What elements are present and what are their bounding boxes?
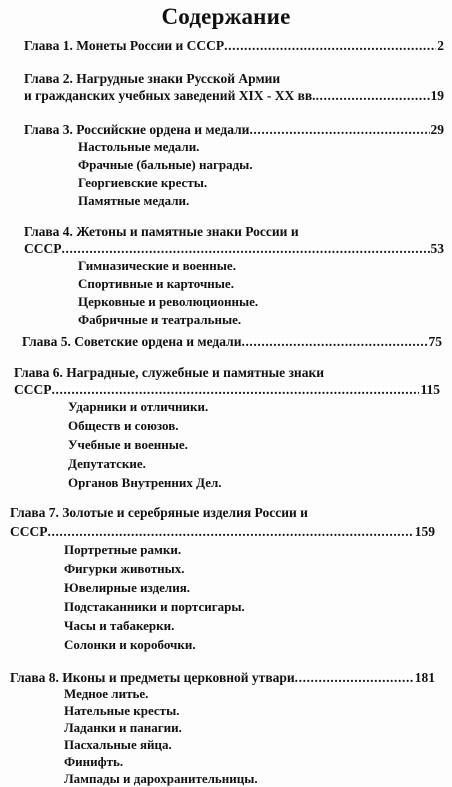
subsection-item: Депутатские.: [68, 456, 146, 471]
dot-leader: [224, 38, 436, 54]
subsection-item: Георгиевские кресты.: [78, 175, 208, 190]
subsection-item: Портретные рамки.: [64, 542, 182, 557]
chapter-title: Глава 3. Российские ордена и медали: [24, 122, 250, 137]
subsection-item: Спортивные и карточные.: [78, 276, 234, 291]
chapter-title-continued: СССР: [10, 524, 48, 539]
page-number: 53: [430, 241, 444, 256]
dot-leader: [52, 382, 420, 398]
page-number: 2: [437, 38, 444, 53]
toc-entry-chapter-8: [10, 670, 435, 686]
subsection-item: Гимназические и военные.: [78, 258, 236, 273]
dot-leader: [241, 334, 427, 350]
toc-entry-chapter-6: [14, 382, 440, 398]
chapter-title: Глава 4. Жетоны и памятные знаки России и: [24, 224, 299, 239]
subsection-item: Нательные кресты.: [64, 703, 180, 718]
subsection-item: Органов Внутренних Дел.: [68, 475, 222, 490]
subsection-item: Ударники и отличники.: [68, 399, 209, 414]
dot-leader: [249, 122, 429, 138]
subsection-item: Подстаканники и портсигары.: [64, 599, 245, 614]
subsection-item: Лампады и дарохранительницы.: [64, 771, 258, 786]
toc-entry-chapter-7: [10, 524, 435, 540]
dot-leader: [316, 88, 430, 104]
page-number: 159: [414, 524, 435, 539]
subsection-item: Фигурки животных.: [64, 561, 185, 576]
subsection-item: Памятные медали.: [78, 193, 190, 208]
dot-leader: [48, 524, 414, 540]
toc-entry-chapter-3: [24, 122, 444, 138]
subsection-item: Церковные и революционные.: [78, 294, 259, 309]
toc-entry-chapter-1: [24, 38, 444, 54]
subsection-item: Солонки и коробочки.: [64, 637, 196, 652]
subsection-item: Пасхальные яйца.: [64, 737, 172, 752]
chapter-title-continued: СССР: [24, 241, 62, 256]
page-number: 19: [430, 88, 444, 103]
chapter-title: Глава 7. Золотые и серебряные изделия России и: [10, 505, 308, 520]
dot-leader: [295, 670, 414, 686]
chapter-title: Глава 1. Монеты России и СССР: [24, 38, 225, 53]
chapter-title: Глава 6. Наградные, служебные и памятные знаки: [14, 365, 325, 380]
subsection-item: Учебные и военные.: [68, 437, 188, 452]
chapter-title: Глава 8. Иконы и предметы церковной утвари: [10, 670, 295, 685]
toc-entry-chapter-4: [24, 241, 444, 257]
subsection-item: Финифть.: [64, 754, 124, 769]
toc-entry-chapter-2: [24, 88, 444, 104]
subsection-item: Настольные медали.: [78, 139, 200, 154]
subsection-item: Ювелирные изделия.: [64, 580, 190, 595]
chapter-title-continued: СССР: [14, 382, 52, 397]
subsection-item: Обществ и союзов.: [68, 418, 179, 433]
page-number: 75: [428, 334, 442, 349]
subsection-item: Фрачные (бальные) награды.: [78, 157, 253, 172]
toc-entry-chapter-5: [22, 334, 442, 350]
page-title: Содержание: [161, 4, 291, 29]
chapter-title: Глава 5. Советские ордена и медали: [22, 334, 242, 349]
page-number: 29: [430, 122, 444, 137]
subsection-item: Ладанки и панагии.: [64, 720, 182, 735]
chapter-title: Глава 2. Нагрудные знаки Русской Армии: [24, 71, 281, 86]
subsection-item: Фабричные и театральные.: [78, 312, 242, 327]
dot-leader: [62, 241, 430, 257]
page-number: 115: [420, 382, 440, 397]
page-number: 181: [414, 670, 435, 685]
chapter-title-continued: и гражданских учебных заведений XIX - XX вв.: [24, 88, 316, 103]
subsection-item: Часы и табакерки.: [64, 618, 175, 633]
subsection-item: Медное литье.: [64, 686, 149, 701]
